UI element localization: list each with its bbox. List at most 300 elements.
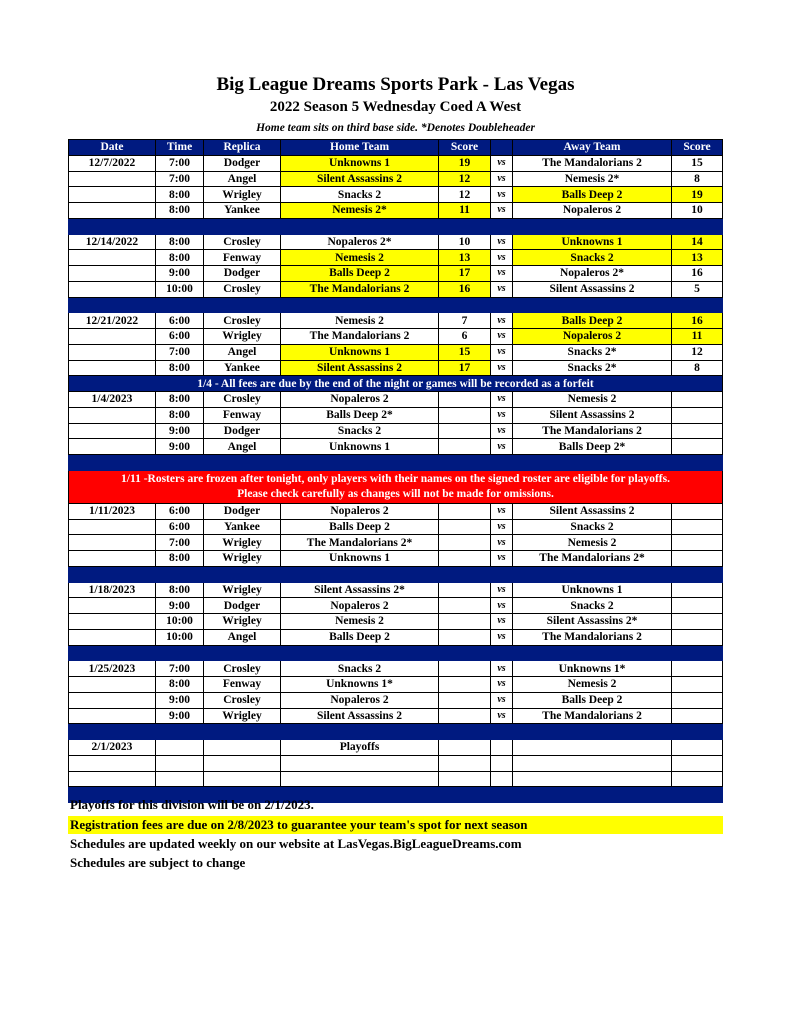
away-score [672, 582, 723, 598]
separator-cell [491, 645, 513, 661]
away-team: The Mandalorians 2 [513, 708, 672, 724]
versus-label: vs [491, 598, 513, 614]
separator-cell [69, 218, 156, 234]
game-date [69, 281, 156, 297]
game-replica: Dodger [204, 423, 281, 439]
home-score [439, 439, 491, 455]
home-team: Nopaleros 2 [281, 503, 439, 519]
game-date [69, 344, 156, 360]
away-score: 16 [672, 266, 723, 282]
schedule-body [69, 155, 723, 802]
game-date [69, 329, 156, 345]
game-replica: Crosley [204, 234, 281, 250]
game-time: 9:00 [156, 598, 204, 614]
game-date [69, 692, 156, 708]
versus-label [491, 771, 513, 787]
game-date [69, 629, 156, 645]
away-team: Nemesis 2 [513, 677, 672, 693]
separator-row [69, 566, 723, 582]
game-row [69, 771, 723, 787]
game-replica: Fenway [204, 250, 281, 266]
game-time: 10:00 [156, 281, 204, 297]
away-team: The Mandalorians 2* [513, 551, 672, 567]
game-replica: Crosley [204, 661, 281, 677]
separator-cell [491, 297, 513, 313]
home-team: Nopaleros 2 [281, 392, 439, 408]
away-team: Snacks 2* [513, 344, 672, 360]
home-team: Balls Deep 2 [281, 629, 439, 645]
home-team: Nopaleros 2 [281, 692, 439, 708]
away-team [513, 740, 672, 756]
separator-cell [204, 724, 281, 740]
versus-label: vs [491, 582, 513, 598]
away-score [672, 551, 723, 567]
separator-cell [513, 645, 672, 661]
game-date: 12/21/2022 [69, 313, 156, 329]
versus-label: vs [491, 203, 513, 219]
away-score [672, 677, 723, 693]
home-score: 7 [439, 313, 491, 329]
home-score: 17 [439, 360, 491, 376]
away-team: The Mandalorians 2 [513, 155, 672, 171]
separator-cell [156, 724, 204, 740]
home-team: Nemesis 2 [281, 313, 439, 329]
game-time: 8:00 [156, 407, 204, 423]
separator-cell [513, 218, 672, 234]
roster-alert-row [69, 470, 723, 503]
separator-cell [439, 787, 491, 803]
game-replica: Angel [204, 344, 281, 360]
away-score: 16 [672, 313, 723, 329]
away-team: Nemesis 2 [513, 535, 672, 551]
home-team: Snacks 2 [281, 423, 439, 439]
home-score [439, 503, 491, 519]
home-score: 17 [439, 266, 491, 282]
column-header: Away Team [513, 140, 672, 156]
roster-alert [69, 470, 723, 503]
away-score [672, 392, 723, 408]
away-score [672, 692, 723, 708]
game-date: 12/7/2022 [69, 155, 156, 171]
versus-label [491, 740, 513, 756]
game-row [69, 519, 723, 535]
separator-cell [69, 724, 156, 740]
game-replica: Fenway [204, 407, 281, 423]
separator-cell [672, 787, 723, 803]
separator-cell [513, 455, 672, 471]
game-replica: Crosley [204, 313, 281, 329]
separator-cell [513, 724, 672, 740]
versus-label: vs [491, 392, 513, 408]
game-time: 7:00 [156, 661, 204, 677]
home-team: Silent Assassins 2* [281, 582, 439, 598]
game-row [69, 360, 723, 376]
versus-label: vs [491, 519, 513, 535]
home-team: Silent Assassins 2 [281, 360, 439, 376]
game-replica: Angel [204, 171, 281, 187]
game-replica [204, 771, 281, 787]
game-time: 7:00 [156, 535, 204, 551]
away-score [672, 614, 723, 630]
home-score [439, 661, 491, 677]
away-score [672, 629, 723, 645]
away-score [672, 755, 723, 771]
table-header-row [69, 140, 723, 156]
game-replica: Angel [204, 439, 281, 455]
away-team [513, 771, 672, 787]
away-score: 5 [672, 281, 723, 297]
home-score [439, 614, 491, 630]
game-row [69, 692, 723, 708]
separator-cell [69, 297, 156, 313]
away-team: Nemesis 2 [513, 392, 672, 408]
column-header: Date [69, 140, 156, 156]
away-team: Balls Deep 2 [513, 313, 672, 329]
roster-alert-line: Please check carefully as changes will not be made for omissions. [237, 487, 554, 500]
game-date [69, 519, 156, 535]
game-replica: Yankee [204, 360, 281, 376]
column-header: Score [672, 140, 723, 156]
versus-label: vs [491, 344, 513, 360]
home-score: 15 [439, 344, 491, 360]
column-header: Time [156, 140, 204, 156]
home-team: Silent Assassins 2 [281, 708, 439, 724]
versus-label: vs [491, 551, 513, 567]
away-score [672, 503, 723, 519]
game-time [156, 755, 204, 771]
versus-label: vs [491, 250, 513, 266]
column-header: Home Team [281, 140, 439, 156]
game-replica: Yankee [204, 203, 281, 219]
home-score: 11 [439, 203, 491, 219]
separator-cell [491, 218, 513, 234]
away-team: Nopaleros 2 [513, 329, 672, 345]
home-score [439, 740, 491, 756]
separator-cell [281, 218, 439, 234]
versus-label: vs [491, 234, 513, 250]
column-header: Score [439, 140, 491, 156]
versus-label: vs [491, 329, 513, 345]
game-row [69, 407, 723, 423]
game-time: 6:00 [156, 519, 204, 535]
game-replica [204, 740, 281, 756]
separator-cell [281, 724, 439, 740]
game-date [69, 535, 156, 551]
separator-cell [439, 218, 491, 234]
versus-label: vs [491, 266, 513, 282]
away-team: Silent Assassins 2 [513, 503, 672, 519]
away-score: 10 [672, 203, 723, 219]
game-time: 10:00 [156, 629, 204, 645]
game-time: 7:00 [156, 344, 204, 360]
game-replica: Dodger [204, 503, 281, 519]
game-date [69, 598, 156, 614]
game-date: 12/14/2022 [69, 234, 156, 250]
game-date [69, 423, 156, 439]
home-team: Nemesis 2 [281, 250, 439, 266]
away-team: The Mandalorians 2 [513, 423, 672, 439]
game-date: 2/1/2023 [69, 740, 156, 756]
separator-row [69, 218, 723, 234]
home-team [281, 755, 439, 771]
game-row [69, 155, 723, 171]
versus-label: vs [491, 360, 513, 376]
home-score [439, 407, 491, 423]
game-date [69, 439, 156, 455]
home-score: 6 [439, 329, 491, 345]
separator-cell [491, 455, 513, 471]
game-row [69, 250, 723, 266]
away-score [672, 661, 723, 677]
separator-cell [204, 218, 281, 234]
game-row [69, 313, 723, 329]
home-team [281, 771, 439, 787]
game-row [69, 503, 723, 519]
separator-cell [439, 455, 491, 471]
game-date [69, 708, 156, 724]
game-time: 7:00 [156, 171, 204, 187]
game-time: 8:00 [156, 392, 204, 408]
game-replica: Wrigley [204, 582, 281, 598]
game-time: 8:00 [156, 582, 204, 598]
schedule-table [68, 139, 723, 803]
game-replica: Crosley [204, 281, 281, 297]
game-time: 8:00 [156, 187, 204, 203]
home-team: The Mandalorians 2 [281, 329, 439, 345]
game-row [69, 171, 723, 187]
game-date [69, 187, 156, 203]
game-time: 6:00 [156, 329, 204, 345]
home-score [439, 708, 491, 724]
game-row [69, 661, 723, 677]
game-replica: Wrigley [204, 535, 281, 551]
home-team: Balls Deep 2 [281, 266, 439, 282]
away-team: Nopaleros 2* [513, 266, 672, 282]
separator-row [69, 455, 723, 471]
home-team: Silent Assassins 2 [281, 171, 439, 187]
separator-row [69, 724, 723, 740]
separator-cell [281, 455, 439, 471]
away-score: 19 [672, 187, 723, 203]
away-score [672, 535, 723, 551]
game-time: 9:00 [156, 423, 204, 439]
game-date [69, 551, 156, 567]
away-score [672, 740, 723, 756]
game-time: 8:00 [156, 360, 204, 376]
game-row [69, 344, 723, 360]
game-row [69, 187, 723, 203]
home-team: Unknowns 1 [281, 439, 439, 455]
website-note: Schedules are updated weekly on our website at LasVegas.BigLeagueDreams.com [70, 836, 522, 851]
home-score [439, 392, 491, 408]
home-team: Unknowns 1 [281, 551, 439, 567]
versus-label: vs [491, 407, 513, 423]
away-score [672, 598, 723, 614]
game-date: 1/18/2023 [69, 582, 156, 598]
game-replica: Wrigley [204, 187, 281, 203]
separator-cell [156, 455, 204, 471]
game-replica: Dodger [204, 155, 281, 171]
versus-label: vs [491, 692, 513, 708]
separator-cell [69, 455, 156, 471]
game-time: 6:00 [156, 503, 204, 519]
home-team: Unknowns 1 [281, 155, 439, 171]
versus-label: vs [491, 629, 513, 645]
game-time: 8:00 [156, 551, 204, 567]
versus-label: vs [491, 708, 513, 724]
game-row [69, 392, 723, 408]
home-team: The Mandalorians 2 [281, 281, 439, 297]
game-time: 9:00 [156, 439, 204, 455]
separator-cell [672, 566, 723, 582]
away-team: Snacks 2* [513, 360, 672, 376]
game-date [69, 755, 156, 771]
game-time: 8:00 [156, 250, 204, 266]
home-team: Nemesis 2* [281, 203, 439, 219]
away-team: Balls Deep 2 [513, 692, 672, 708]
separator-cell [281, 297, 439, 313]
change-note: Schedules are subject to change [70, 855, 246, 870]
game-date [69, 266, 156, 282]
separator-cell [69, 645, 156, 661]
versus-label [491, 755, 513, 771]
separator-cell [281, 566, 439, 582]
game-row [69, 535, 723, 551]
home-score: 13 [439, 250, 491, 266]
separator-cell [156, 297, 204, 313]
game-date [69, 407, 156, 423]
away-team: Unknowns 1 [513, 234, 672, 250]
separator-cell [513, 566, 672, 582]
game-time: 8:00 [156, 203, 204, 219]
game-date [69, 614, 156, 630]
away-score: 15 [672, 155, 723, 171]
versus-label: vs [491, 503, 513, 519]
home-score [439, 692, 491, 708]
separator-cell [69, 566, 156, 582]
game-time [156, 771, 204, 787]
away-team: Snacks 2 [513, 519, 672, 535]
game-row [69, 329, 723, 345]
away-team: The Mandalorians 2 [513, 629, 672, 645]
roster-alert-line: 1/11 -Rosters are frozen after tonight, only players with their names on the signed roster are eligible for playoffs. [121, 472, 670, 485]
separator-cell [156, 218, 204, 234]
game-time: 6:00 [156, 313, 204, 329]
game-time: 8:00 [156, 234, 204, 250]
game-time: 9:00 [156, 692, 204, 708]
fees-notice-row [69, 376, 723, 392]
game-replica: Wrigley [204, 329, 281, 345]
separator-cell [204, 455, 281, 471]
home-team: Nopaleros 2 [281, 598, 439, 614]
away-team: Nopaleros 2 [513, 203, 672, 219]
separator-cell [156, 645, 204, 661]
versus-label: vs [491, 661, 513, 677]
away-team: Snacks 2 [513, 250, 672, 266]
separator-cell [513, 297, 672, 313]
away-team: Silent Assassins 2 [513, 281, 672, 297]
game-date [69, 171, 156, 187]
away-score [672, 771, 723, 787]
separator-cell [513, 787, 672, 803]
separator-cell [439, 645, 491, 661]
game-date: 1/11/2023 [69, 503, 156, 519]
separator-row [69, 645, 723, 661]
away-score: 8 [672, 360, 723, 376]
away-score: 12 [672, 344, 723, 360]
game-replica: Dodger [204, 266, 281, 282]
away-team: Balls Deep 2* [513, 439, 672, 455]
game-replica: Angel [204, 629, 281, 645]
game-replica: Dodger [204, 598, 281, 614]
away-score [672, 423, 723, 439]
home-team: Snacks 2 [281, 187, 439, 203]
game-replica: Wrigley [204, 614, 281, 630]
home-score [439, 535, 491, 551]
versus-label: vs [491, 155, 513, 171]
home-team: Unknowns 1* [281, 677, 439, 693]
versus-label: vs [491, 281, 513, 297]
home-score [439, 519, 491, 535]
separator-cell [204, 297, 281, 313]
game-row [69, 439, 723, 455]
game-row [69, 629, 723, 645]
separator-cell [672, 218, 723, 234]
game-row [69, 281, 723, 297]
game-row [69, 582, 723, 598]
away-team: Balls Deep 2 [513, 187, 672, 203]
game-row [69, 423, 723, 439]
game-row [69, 614, 723, 630]
column-header [491, 140, 513, 156]
away-score: 11 [672, 329, 723, 345]
home-score: 12 [439, 171, 491, 187]
versus-label: vs [491, 535, 513, 551]
separator-cell [439, 724, 491, 740]
game-date [69, 203, 156, 219]
game-date [69, 360, 156, 376]
home-team: Nemesis 2 [281, 614, 439, 630]
home-team: Balls Deep 2* [281, 407, 439, 423]
separator-cell [204, 645, 281, 661]
home-score [439, 423, 491, 439]
game-replica [204, 755, 281, 771]
home-score [439, 755, 491, 771]
home-score [439, 771, 491, 787]
home-score [439, 677, 491, 693]
away-team: Nemesis 2* [513, 171, 672, 187]
game-time: 10:00 [156, 614, 204, 630]
home-score [439, 582, 491, 598]
home-team: Nopaleros 2* [281, 234, 439, 250]
away-score: 8 [672, 171, 723, 187]
game-row [69, 677, 723, 693]
versus-label: vs [491, 677, 513, 693]
separator-cell [672, 297, 723, 313]
game-date: 1/4/2023 [69, 392, 156, 408]
game-date [69, 677, 156, 693]
separator-row [69, 297, 723, 313]
versus-label: vs [491, 187, 513, 203]
versus-label: vs [491, 423, 513, 439]
game-replica: Wrigley [204, 551, 281, 567]
home-team: Balls Deep 2 [281, 519, 439, 535]
home-score: 19 [439, 155, 491, 171]
game-time [156, 740, 204, 756]
versus-label: vs [491, 614, 513, 630]
separator-cell [491, 724, 513, 740]
game-date [69, 771, 156, 787]
